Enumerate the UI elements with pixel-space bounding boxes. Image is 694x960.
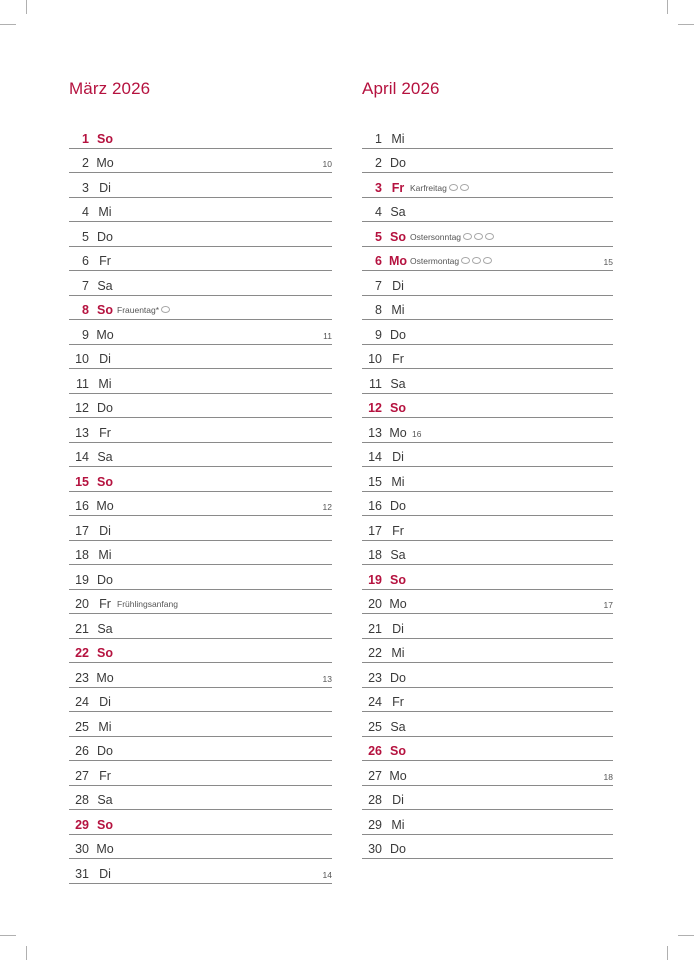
holiday-note [410,183,469,193]
day-number: 24 [368,695,382,709]
crop-mark [0,935,16,936]
weekday: Di [99,523,111,538]
day-number: 29 [75,817,89,832]
weekday: Sa [97,278,113,293]
holiday-label: Ostersonntag [410,231,462,242]
day-number: 11 [369,376,382,391]
day-number: 12 [368,401,382,415]
day-row [69,835,332,860]
day-number: 6 [82,254,89,268]
weekday: Mi [391,303,405,317]
weekday: Mo [389,597,407,611]
weekday: Di [392,793,404,807]
day-row [69,614,332,639]
day-row [362,663,613,688]
day-number: 20 [75,597,89,611]
weekday: Di [99,695,111,709]
weekday: Do [97,229,113,244]
crop-mark [678,935,694,936]
week-number: 18 [603,771,613,782]
holiday-mark-icon [461,257,470,264]
day-number: 8 [82,303,89,317]
weekday: Mo [96,670,114,685]
day-row [69,271,332,296]
weekday: So [97,131,113,146]
day-row [69,810,332,835]
weekday: Do [390,327,406,342]
day-row [362,614,613,639]
day-number: 7 [375,278,382,293]
weekday: Do [97,401,113,415]
week-number: 13 [322,673,332,684]
weekday: Sa [390,548,406,562]
day-number: 30 [75,842,89,856]
month-title: April 2026 [362,79,440,98]
day-row [362,296,613,321]
day-list [69,124,332,884]
weekday: Sa [97,450,113,464]
week-number: 10 [322,159,332,169]
day-number: 22 [75,646,89,660]
weekday: Di [99,180,111,195]
day-row [69,345,332,370]
day-row [69,369,332,394]
holiday-mark-icon [483,257,492,264]
weekday: Di [392,450,404,464]
day-number: 14 [368,450,382,464]
weekday: So [390,744,406,758]
day-row [69,639,332,664]
day-number: 20 [368,597,382,611]
holiday-label: Ostermontag [410,256,460,266]
day-row [69,492,332,517]
day-number: 17 [75,523,89,538]
holiday-note [410,256,492,266]
day-number: 23 [368,670,382,685]
weekday: Do [390,670,406,685]
day-row [362,198,613,223]
weekday: Fr [99,254,111,268]
weekday: Mi [391,817,405,832]
weekday: Mo [389,425,407,440]
day-number: 22 [368,646,382,660]
day-row [69,859,332,884]
day-number: 18 [75,548,89,562]
day-number: 5 [375,229,382,244]
weekday: Mo [388,254,408,268]
weekday: Sa [390,205,406,219]
day-number: 16 [368,499,382,513]
day-row [362,712,613,737]
holiday-mark-icon [474,233,483,240]
day-row [362,394,613,419]
day-row [69,541,332,566]
day-row [69,761,332,786]
day-row [69,198,332,223]
day-row [362,345,613,370]
weekday: Do [390,842,406,856]
day-number: 18 [368,548,382,562]
weekday: Mo [96,156,114,170]
day-number: 1 [375,131,382,146]
day-number: 5 [82,229,89,244]
day-row [362,149,613,174]
holiday-mark-icon [161,306,170,313]
crop-mark [667,0,668,14]
day-row [362,320,613,345]
day-row [362,271,613,296]
day-row [362,590,613,615]
weekday: Mo [96,499,114,513]
weekday: Mi [391,131,405,146]
day-number: 28 [75,793,89,807]
day-number: 27 [368,768,382,783]
day-row [362,541,613,566]
day-row [69,565,332,590]
weekday: Mi [98,548,112,562]
day-number: 6 [375,254,382,268]
day-row [69,712,332,737]
day-row [362,443,613,468]
weekday: Mi [391,646,405,660]
day-number: 13 [368,425,382,440]
holiday-label: Frühlingsanfang [117,599,178,609]
day-number: 15 [368,474,382,489]
weekday: Sa [390,376,406,391]
weekday: Mi [98,719,112,734]
day-row [69,663,332,688]
holiday-mark-icon [472,257,481,264]
weekday: Do [97,744,113,758]
day-row [69,516,332,541]
week-number: 12 [322,502,332,512]
crop-mark [26,0,27,14]
day-row [69,443,332,468]
weekday: Mo [389,768,407,783]
weekday: Sa [390,719,406,734]
weekday: Fr [392,523,404,538]
month-april [362,78,613,859]
weekday: Di [99,352,111,366]
day-number: 10 [368,352,382,366]
day-row [362,639,613,664]
crop-mark [667,946,668,960]
day-row [69,786,332,811]
weekday: Fr [392,352,404,366]
week-number: 16 [412,428,422,439]
weekday: Do [97,572,113,587]
weekday: So [390,401,406,415]
crop-mark [26,946,27,960]
day-list [362,124,613,859]
day-number: 12 [75,401,89,415]
week-number: 17 [603,600,613,610]
weekday: Sa [97,793,113,807]
weekday: Sa [97,621,113,636]
day-row [69,247,332,272]
day-row [362,369,613,394]
day-number: 14 [75,450,89,464]
day-row [362,516,613,541]
day-row [362,492,613,517]
day-row [69,222,332,247]
day-number: 4 [375,205,382,219]
day-row [69,467,332,492]
weekday: So [97,303,113,317]
weekday: So [390,572,406,587]
day-number: 7 [82,278,89,293]
weekday: Mi [98,205,112,219]
day-number: 21 [368,621,382,636]
week-number: 14 [322,869,332,880]
weekday: Do [390,156,406,170]
day-number: 25 [368,719,382,734]
day-number: 23 [75,670,89,685]
day-number: 21 [75,621,89,636]
day-number: 26 [75,744,89,758]
day-row [362,761,613,786]
day-number: 30 [368,842,382,856]
day-number: 17 [368,523,382,538]
crop-mark [0,24,16,25]
day-number: 10 [75,352,89,366]
weekday: Mo [96,327,114,342]
week-number: 11 [323,330,332,341]
weekday: So [97,646,113,660]
day-number: 3 [82,180,89,195]
holiday-mark-icon [463,233,472,240]
day-row [362,810,613,835]
day-number: 1 [82,131,89,146]
day-number: 25 [75,719,89,734]
weekday: Do [390,499,406,513]
day-number: 11 [76,376,89,391]
day-number: 29 [368,817,382,832]
day-row [362,247,613,272]
holiday-label: Frauentag* [117,305,160,315]
weekday: So [97,474,113,489]
weekday: So [97,817,113,832]
day-row [69,296,332,321]
day-number: 24 [75,695,89,709]
day-row [362,173,613,198]
day-row [69,149,332,174]
day-row [362,467,613,492]
day-row [69,737,332,762]
day-number: 9 [82,327,89,342]
holiday-mark-icon [460,184,469,191]
weekday: Di [99,866,111,881]
day-row [69,688,332,713]
day-number: 26 [368,744,382,758]
day-row [362,222,613,247]
holiday-note [117,305,170,315]
weekday: Fr [99,768,111,783]
day-number: 13 [75,425,89,440]
day-row [362,418,613,443]
weekday: So [390,229,406,244]
day-number: 31 [75,866,89,881]
day-number: 2 [375,156,382,170]
holiday-note [117,599,178,609]
day-number: 19 [368,572,382,587]
day-row [362,688,613,713]
week-number: 15 [603,257,613,267]
day-row [362,565,613,590]
weekday: Fr [99,425,111,440]
day-number: 28 [368,793,382,807]
day-row [362,786,613,811]
day-number: 9 [375,327,382,342]
holiday-label: Karfreitag [410,182,447,193]
day-row [69,124,332,149]
day-row [69,418,332,443]
weekday: Di [392,278,404,293]
holiday-note [410,232,494,242]
weekday: Mo [96,842,114,856]
day-row [69,173,332,198]
day-row [69,320,332,345]
day-number: 8 [375,303,382,317]
day-number: 27 [75,768,89,783]
day-number: 3 [375,180,382,195]
day-row [362,737,613,762]
day-number: 16 [75,499,89,513]
day-row [362,835,613,860]
weekday: Fr [392,695,404,709]
weekday: Mi [98,376,112,391]
day-row [362,124,613,149]
day-number: 19 [75,572,89,587]
day-number: 4 [82,205,89,219]
day-row [69,590,332,615]
weekday: Fr [391,180,405,195]
day-row [69,394,332,419]
month-title: März 2026 [69,79,151,98]
day-number: 2 [82,156,89,170]
month-march [69,78,332,884]
holiday-mark-icon [485,233,494,240]
day-number: 15 [75,474,89,489]
weekday: Mi [391,474,405,489]
crop-mark [678,24,694,25]
weekday: Di [392,621,404,636]
weekday: Fr [99,597,111,611]
holiday-mark-icon [449,184,458,191]
